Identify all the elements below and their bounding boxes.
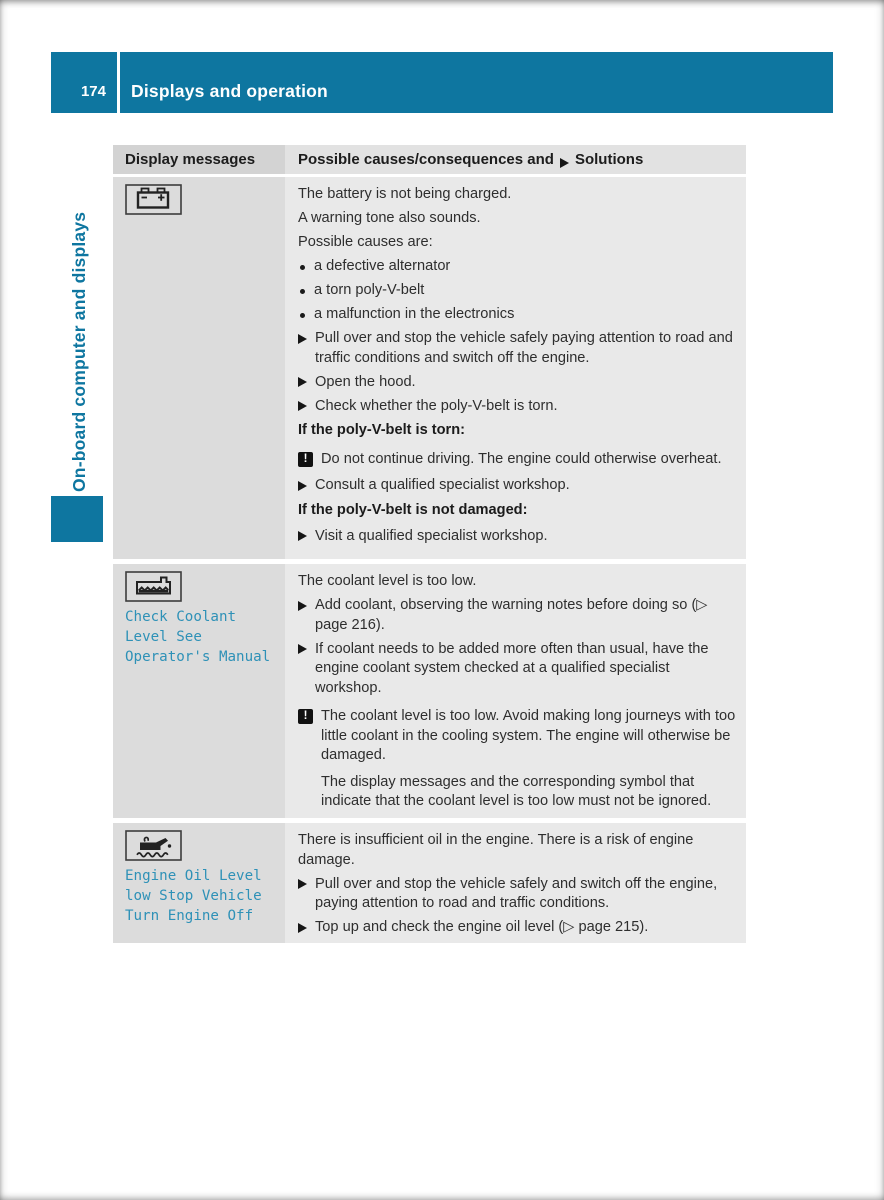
solution-triangle-icon xyxy=(298,377,307,387)
cause-list-item xyxy=(298,281,736,301)
header-display-messages: Display messages xyxy=(113,145,285,174)
solution-step xyxy=(298,527,736,547)
note-text: The display messages and the corresponding symbol that indicate that the coolant level is too low must not be ignored. xyxy=(321,773,712,809)
display-message-cell xyxy=(113,564,285,818)
solution-triangle-icon xyxy=(298,531,307,541)
display-message-line: Engine Oil Level xyxy=(125,868,262,884)
display-message-line: Level See xyxy=(125,628,202,645)
solution-step xyxy=(298,476,736,496)
page-number: 174 xyxy=(80,83,106,100)
display-messages-table xyxy=(113,145,746,948)
chapter-title: Displays and operation xyxy=(131,81,328,101)
display-message-line: Turn Engine Off xyxy=(125,907,254,924)
sidebar-thumb-tab xyxy=(51,496,103,542)
warning-text: Do not continue driving. The engine could otherwise overheat. xyxy=(321,450,722,467)
display-message-line: Operator's Manual xyxy=(125,648,271,665)
causes-solutions-cell xyxy=(285,823,746,943)
cause-text: The battery is not being charged. xyxy=(298,186,512,202)
solution-text: Consult a qualified specialist workshop. xyxy=(315,477,570,493)
cause-text: A warning tone also sounds. xyxy=(298,210,481,226)
display-message-text xyxy=(125,608,279,667)
display-message-cell xyxy=(113,177,285,559)
condition-heading: If the poly-V-belt is torn: xyxy=(298,422,466,438)
cause-text: Possible causes are: xyxy=(298,234,433,250)
sidebar-section-label: On-board computer and displays xyxy=(69,211,89,492)
solution-step xyxy=(298,918,736,938)
solution-step xyxy=(298,875,736,914)
solution-step xyxy=(298,397,736,417)
table-header-row xyxy=(113,145,746,174)
causes-solutions-cell xyxy=(285,564,746,818)
solution-text: Pull over and stop the vehicle safely paying attention to road and traffic conditions and switch off the engine. xyxy=(315,330,733,366)
solution-step xyxy=(298,329,736,368)
table-row xyxy=(113,564,746,818)
condition-heading: If the poly-V-belt is not damaged: xyxy=(298,501,528,518)
display-message-line: Check Coolant xyxy=(125,609,237,625)
cause-list-text: a malfunction in the electronics xyxy=(314,306,515,322)
cause-list-text: a torn poly-V-belt xyxy=(314,282,425,298)
table-row xyxy=(113,177,746,559)
display-message-cell xyxy=(113,823,285,943)
solution-step xyxy=(298,640,736,699)
engine-oil-icon xyxy=(125,830,279,861)
solution-text: If coolant needs to be added more often than usual, have the engine coolant system checked at a qualified specialist workshop. xyxy=(315,640,709,696)
solution-step xyxy=(298,373,736,393)
solution-text: Pull over and stop the vehicle safely and switch off the engine, paying attention to road and traffic conditions. xyxy=(315,875,718,911)
cause-list-item xyxy=(298,305,736,325)
bullet-icon xyxy=(300,265,305,270)
bullet-icon xyxy=(300,313,305,318)
solution-text: Check whether the poly-V-belt is torn. xyxy=(315,397,558,414)
solution-triangle-icon xyxy=(298,481,307,491)
cause-text: The coolant level is too low. xyxy=(298,573,477,589)
battery-warning-icon xyxy=(125,184,279,215)
solution-triangle-icon xyxy=(298,644,307,654)
solution-text: Open the hood. xyxy=(315,373,416,390)
bullet-icon xyxy=(300,289,305,294)
chapter-header-bar xyxy=(51,52,833,113)
solution-triangle-icon xyxy=(298,879,307,889)
causes-solutions-cell xyxy=(285,177,746,559)
cause-list-item xyxy=(298,257,736,277)
warning-note xyxy=(298,707,736,766)
solution-triangle-icon xyxy=(298,401,307,411)
solution-text: Top up and check the engine oil level (▷ page 215). xyxy=(315,919,649,935)
solution-triangle-icon xyxy=(298,923,307,933)
warning-exclamation-icon: ! xyxy=(298,452,313,467)
header-causes-text: Possible causes/consequences and xyxy=(298,151,554,168)
solution-step xyxy=(298,596,736,635)
solutions-triangle-icon xyxy=(560,158,569,168)
table-body xyxy=(113,177,746,943)
solution-triangle-icon xyxy=(298,334,307,344)
warning-exclamation-icon: ! xyxy=(298,709,313,724)
display-message-text xyxy=(125,867,279,926)
header-causes-solutions xyxy=(285,145,746,174)
solution-text: Add coolant, observing the warning notes before doing so (▷ page 216). xyxy=(315,597,708,633)
cause-list-text: a defective alternator xyxy=(314,258,451,274)
table-row xyxy=(113,823,746,943)
display-message-line: low Stop Vehicle xyxy=(125,887,262,904)
solution-triangle-icon xyxy=(298,601,307,611)
coolant-level-icon xyxy=(125,571,279,602)
warning-note xyxy=(298,450,736,470)
warning-text: The coolant level is too low. Avoid making long journeys with too little coolant in the cooling system. The engine will otherwise be damaged. xyxy=(321,708,736,763)
header-solutions-text: Solutions xyxy=(574,151,644,168)
cause-text: There is insufficient oil in the engine. There is a risk of engine damage. xyxy=(298,832,694,868)
solution-text: Visit a qualified specialist workshop. xyxy=(315,527,548,544)
